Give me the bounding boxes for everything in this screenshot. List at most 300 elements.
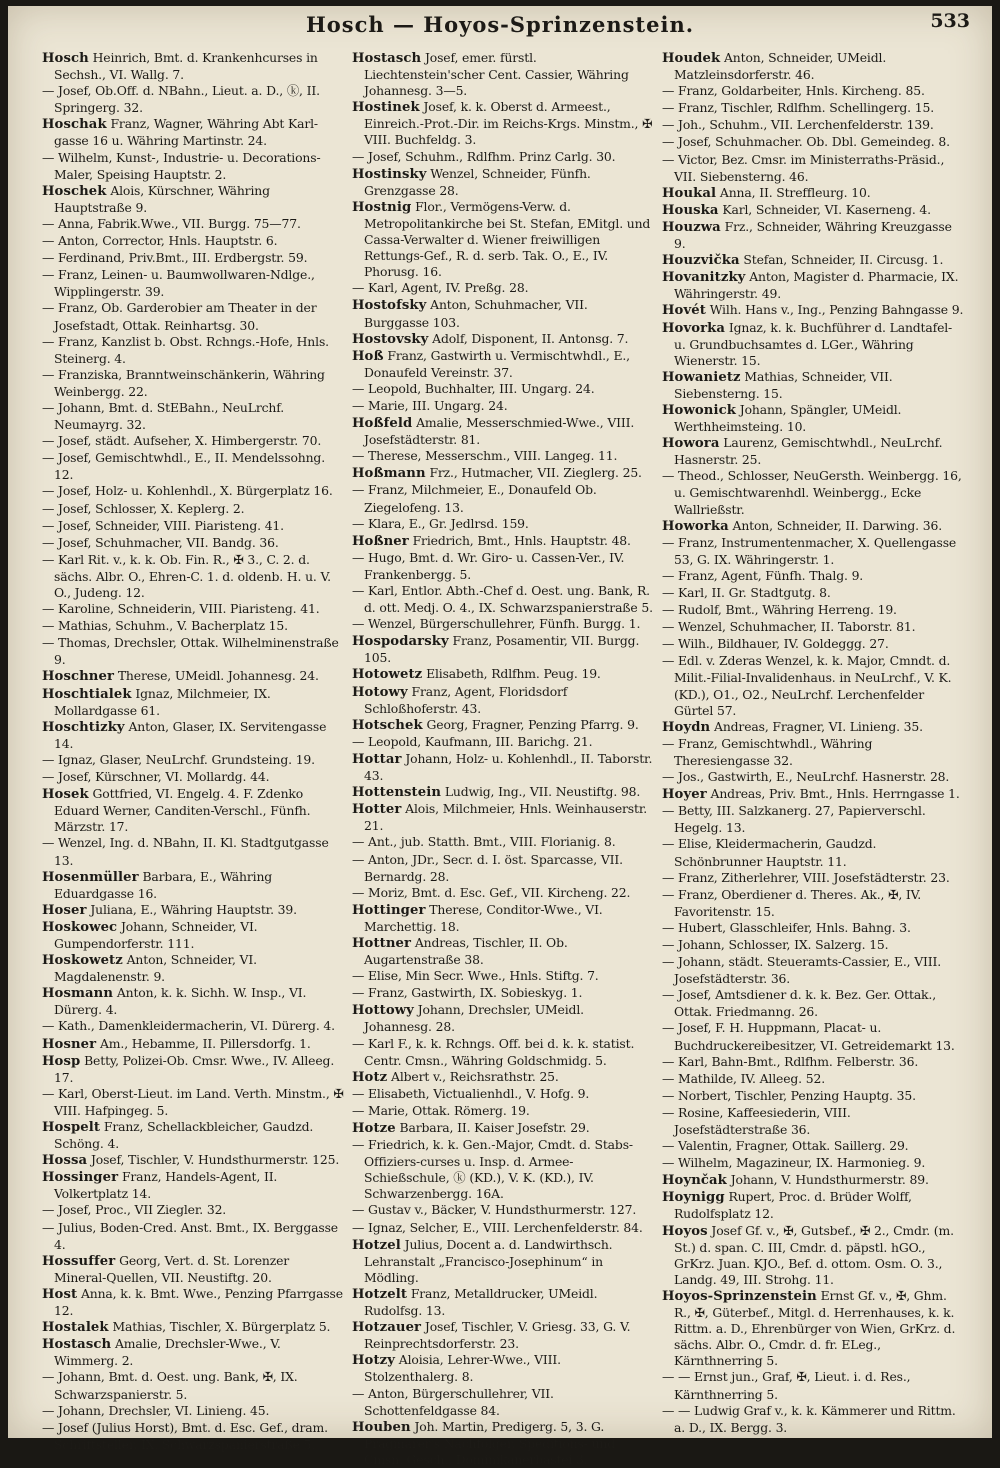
- directory-entry: [352, 1137, 654, 1202]
- entry-surname: Howora: [662, 436, 720, 452]
- directory-entry: [42, 1319, 344, 1336]
- entry-details: Albert v., Reichsrathstr. 25.: [387, 1068, 559, 1084]
- entry-surname: Hoschak: [42, 117, 107, 133]
- directory-entry: [662, 1138, 964, 1155]
- entry-details: Anton, Schuhmacher, VII. Burggasse 103.: [364, 297, 588, 330]
- entry-details: — Kath., Damenkleidermacherin, VI. Dürerg. 4.: [42, 1018, 335, 1034]
- entry-details: — Josef, Ob.Off. d. NBahn., Lieut. a. D., ⓚ, II. Springerg. 32.: [42, 83, 320, 116]
- entry-details: Karl, Schneider, VI. Kaserneng. 4.: [718, 201, 931, 217]
- directory-entry: [662, 653, 964, 718]
- entry-surname: Houzvička: [662, 253, 740, 269]
- directory-entry: [42, 501, 344, 518]
- entry-details: Johann, Drechsler, UMeidl. Johannesg. 28.: [364, 1002, 584, 1035]
- entry-details: — — Ernst jun., Graf, ✠, Lieut. i. d. Res., Kärnthnerring 5.: [662, 1369, 911, 1402]
- directory-entry: [42, 902, 344, 919]
- entry-surname: Hoyos-Sprinzenstein: [662, 1288, 817, 1304]
- entry-details: — Leopold, Kaufmann, III. Barichg. 21.: [352, 733, 593, 749]
- directory-entry: [662, 568, 964, 585]
- entry-details: Julius, Docent a. d. Landwirthsch. Lehranstalt „Francisco-Josephinum“ in Mödling.: [364, 1236, 613, 1285]
- entry-surname: Hoßner: [352, 533, 409, 549]
- entry-surname: Hoßfeld: [352, 416, 413, 432]
- entry-details: Ludwig, Ing., VII. Neustiftg. 98.: [441, 784, 641, 800]
- directory-entry: [662, 252, 964, 269]
- entry-surname: Hossinger: [42, 1170, 119, 1186]
- entry-surname: Hossuffer: [42, 1253, 116, 1269]
- entry-surname: Hotowetz: [352, 667, 423, 683]
- entry-details: — Wenzel, Bürgerschullehrer, Fünfh. Burgg. 1.: [352, 616, 641, 632]
- entry-details: Andreas, Fragner, VI. Linieng. 35.: [710, 718, 923, 734]
- entry-details: Alois, Milchmeier, Hnls. Weinhauserstr. 21.: [364, 801, 648, 834]
- directory-entry: [42, 919, 344, 952]
- entry-surname: Hottenstein: [352, 785, 442, 801]
- directory-entry: [662, 202, 964, 219]
- entry-surname: Hotz: [352, 1069, 388, 1085]
- directory-entry: [662, 887, 964, 920]
- entry-details: — Ant., jub. Statth. Bmt., VIII. Florianig. 8.: [352, 834, 616, 850]
- entry-details: Anton, Schneider, II. Darwing. 36.: [728, 517, 943, 533]
- entry-details: — Franz, Goldarbeiter, Hnls. Kircheng. 85.: [662, 83, 925, 99]
- directory-entry: [352, 331, 654, 348]
- entry-details: — Josef (Julius Horst), Bmt. d. Esc. Gef., dram. Schriftsteller, IX. Schwarzspanierstraße 5.: [42, 1419, 328, 1452]
- entry-details: — Franz, Zitherlehrer, VIII. Josefstädterstr. 23.: [662, 869, 950, 885]
- entry-details: — Valentin, Fragner, Ottak. Saillerg. 29.: [662, 1138, 909, 1154]
- entry-details: Johann, Spängler, UMeidl. Werthheimsteing. 10.: [674, 401, 902, 435]
- directory-entry: [662, 185, 964, 202]
- entry-surname: Hosp: [42, 1053, 81, 1069]
- entry-details: — Hubert, Glasschleifer, Hnls. Bahng. 3.: [662, 919, 911, 935]
- directory-entry: [42, 752, 344, 769]
- page-header: [8, 6, 992, 46]
- entry-details: — Joh., Schuhm., VII. Lerchenfelderstr. 139.: [662, 117, 934, 133]
- entry-details: — Franz, Agent, Fünfh. Thalg. 9.: [662, 567, 864, 583]
- directory-entry: [352, 533, 654, 550]
- entry-surname: Hotzelt: [352, 1286, 408, 1302]
- entry-surname: Hostovsky: [352, 331, 429, 347]
- directory-entry: [42, 535, 344, 552]
- directory-entry: [352, 297, 654, 330]
- entry-surname: Hossa: [42, 1153, 88, 1169]
- entry-surname: Host: [42, 1286, 78, 1302]
- entry-details: — Karl, Agent, IV. Preßg. 28.: [352, 280, 529, 296]
- entry-details: — Franz, Tischler, Rdlfhm. Schellingerg. 15.: [662, 100, 934, 116]
- directory-entry: [42, 267, 344, 300]
- entry-surname: Houzwa: [662, 219, 721, 235]
- directory-entry: [352, 448, 654, 465]
- entry-surname: Houben: [352, 1419, 411, 1435]
- directory-entry: [662, 1288, 964, 1369]
- directory-entry: [42, 835, 344, 868]
- entry-details: — Ignaz, Glaser, NeuLrchf. Grundsteing. 19.: [42, 751, 315, 767]
- directory-entry: [662, 585, 964, 602]
- directory-entry: [42, 686, 344, 719]
- directory-entry: [662, 369, 964, 402]
- directory-entry: [42, 719, 344, 752]
- directory-entry: [662, 1071, 964, 1088]
- entry-surname: Hotzy: [352, 1353, 395, 1369]
- directory-entry: [662, 518, 964, 535]
- entry-details: — Anton, Bürgerschullehrer, VII. Schottenfeldgasse 84.: [352, 1385, 554, 1418]
- entry-details: Josef, Tischler, V. Griesg. 33, G. V. Reinprechtsdorferstr. 23.: [364, 1319, 631, 1352]
- entry-details: — Victor, Bez. Cmsr. im Ministerraths-Präsid., VII. Siebensterng. 46.: [662, 151, 945, 184]
- directory-entry: [662, 803, 964, 836]
- entry-details: — Wilh., Bildhauer, IV. Goldeggg. 27.: [662, 636, 889, 652]
- entry-details: Mathias, Tischler, X. Bürgerplatz 5.: [108, 1319, 331, 1335]
- entry-details: — Wenzel, Schuhmacher, II. Taborstr. 81.: [662, 619, 916, 635]
- entry-details: Ignaz, k. k. Buchführer d. Landtafel- u. Grundbuchsamtes d. LGer., Währing Wienerstr. 15.: [674, 319, 953, 368]
- entry-details: — Josef, städt. Aufseher, X. Himbergerstr. 70.: [42, 433, 322, 449]
- entry-details: — Elise, Kleidermacherin, Gaudzd. Schönbrunner Hauptstr. 11.: [662, 836, 877, 869]
- entry-details: Andreas, Tischler, II. Ob. Augartenstraße 38.: [364, 934, 568, 968]
- directory-entry: [352, 348, 654, 381]
- entry-surname: Hoynčak: [662, 1173, 727, 1189]
- directory-entry: [352, 885, 654, 902]
- entry-details: — Marie, III. Ungarg. 24.: [352, 397, 508, 413]
- directory-entry: [352, 1086, 654, 1103]
- directory-entry: [42, 1119, 344, 1152]
- directory-entry: [42, 300, 344, 333]
- entry-surname: Hostasch: [352, 51, 422, 66]
- directory-entry: [42, 433, 344, 450]
- directory-entry: [352, 50, 654, 99]
- directory-entry: [662, 83, 964, 100]
- directory-entry: [42, 50, 344, 83]
- entry-details: — Karl F., k. k. Rchngs. Off. bei d. k. k. statist. Centr. Cmsn., Währing Goldschmidg. 5.: [352, 1035, 635, 1068]
- entry-details: Frz., Hutmacher, VII. Zieglerg. 25.: [425, 465, 642, 481]
- directory-entry: [352, 1120, 654, 1137]
- entry-details: — Elise, Min Secr. Wwe., Hnls. Stiftg. 7.: [352, 968, 599, 984]
- entry-surname: Houkal: [662, 185, 717, 201]
- entry-details: — Edl. v. Zderas Wenzel, k. k. Major, Cmndt. d. Milit.-Filial-Invalidenhaus. in NeuLrchf., V. K. (KD.), O1., O2., NeuLrchf. Lerchenfelder Gürtel 57.: [662, 653, 952, 718]
- directory-entry: [352, 381, 654, 398]
- directory-entry: [352, 751, 654, 784]
- entry-details: — Leopold, Buchhalter, III. Ungarg. 24.: [352, 380, 595, 396]
- entry-surname: Hostnig: [352, 199, 412, 215]
- directory-entry: [352, 834, 654, 851]
- directory-entry: [352, 902, 654, 935]
- entry-details: — Mathilde, IV. Alleeg. 52.: [662, 1070, 825, 1086]
- directory-entry: [42, 1036, 344, 1053]
- directory-entry: [662, 468, 964, 517]
- directory-entry: [42, 1053, 344, 1086]
- entry-details: — Wilhelm, Magazineur, IX. Harmonieg. 9.: [662, 1155, 926, 1171]
- entry-details: Mathias, Schneider, VII. Siebensterng. 15.: [674, 368, 893, 401]
- directory-entry: [42, 1253, 344, 1286]
- entry-details: Anton, Magister d. Pharmacie, IX. Währingerstr. 49.: [674, 269, 959, 302]
- entry-details: Johann, Schneider, VI. Gumpendorferstr. 111.: [54, 918, 258, 951]
- directory-entry: [352, 801, 654, 834]
- directory-entry: [352, 1419, 654, 1468]
- entry-details: — Hugo, Bmt. d. Wr. Giro- u. Cassen-Ver., IV. Frankenbergg. 5.: [352, 549, 625, 582]
- directory-entry: [662, 920, 964, 937]
- directory-entry: [352, 717, 654, 734]
- entry-details: — Marie, Ottak. Römerg. 19.: [352, 1102, 530, 1118]
- entry-surname: Hotschek: [352, 717, 423, 733]
- entry-details: — Franz, Oberdiener d. Theres. Ak., ✠, IV. Favoritenstr. 15.: [662, 886, 922, 919]
- directory-entry: [352, 1386, 654, 1419]
- directory-entry: [352, 852, 654, 885]
- entry-details: Franz, Agent, Floridsdorf Schloßhoferstr. 43.: [364, 683, 568, 716]
- directory-entry: [352, 550, 654, 583]
- entry-details: — Gustav v., Bäcker, V. Hundsthurmerstr. 127.: [352, 1202, 637, 1218]
- entry-details: — Josef, Amtsdiener d. k. k. Bez. Ger. Ottak., Ottak. Friedmanng. 26.: [662, 987, 936, 1020]
- entry-details: — — Ludwig Graf v., k. k. Kämmerer und Rittm. a. D., IX. Bergg. 3.: [662, 1402, 956, 1435]
- entry-details: — Josef, Gemischtwhdl., E., II. Mendelssohng. 12.: [42, 450, 325, 483]
- entry-details: — Franziska, Branntweinschänkerin, Währing Weinbergg. 22.: [42, 366, 325, 399]
- directory-entry: [662, 836, 964, 869]
- directory-entry: [42, 618, 344, 635]
- entry-details: Juliana, E., Währing Hauptstr. 39.: [86, 901, 297, 917]
- directory-entry: [662, 1054, 964, 1071]
- entry-details: — Therese, Messerschm., VIII. Langeg. 11.: [352, 448, 618, 464]
- directory-entry: [42, 1286, 344, 1319]
- entry-details: — Anton, JDr., Secr. d. I. öst. Sparcasse, VII. Bernardg. 28.: [352, 851, 623, 884]
- entry-surname: Hoskowetz: [42, 953, 123, 969]
- directory-entry: [662, 870, 964, 887]
- page-number: 533: [930, 10, 970, 32]
- entry-details: Therese, Conditor-Wwe., VI. Marchettig. 18.: [364, 901, 603, 934]
- directory-entry: [662, 1369, 964, 1402]
- entry-surname: Howonick: [662, 402, 736, 418]
- directory-entry: [352, 516, 654, 533]
- entry-surname: Hosmann: [42, 986, 114, 1002]
- entry-surname: Hosner: [42, 1036, 97, 1052]
- entry-details: — Anna, Fabrik.Wwe., VII. Burgg. 75—77.: [42, 215, 301, 231]
- entry-surname: Hoyer: [662, 787, 707, 803]
- directory-entry: [352, 1202, 654, 1219]
- directory-entry: [352, 734, 654, 751]
- entry-details: — Johann, Bmt. d. Oest. ung. Bank, ✠, IX. Schwarzspanierstr. 5.: [42, 1369, 298, 1402]
- directory-entry: [352, 1286, 654, 1319]
- entry-details: — Franz, Kanzlist b. Obst. Rchngs.-Hofe, Hnls. Steinerg. 4.: [42, 333, 329, 366]
- entry-details: Johann, Holz- u. Kohlenhdl., II. Taborstr. 43.: [364, 750, 653, 784]
- entry-surname: Howorka: [662, 518, 729, 534]
- entry-details: Flor., Vermögens-Verw. d. Metropolitankirche bei St. Stefan, EMitgl. und Cassa-Verwalter d. Wiener freiwilligen Rettungs-Gef., R. d. serb. Tak. O., E., IV. Phorusg. 16.: [364, 198, 651, 280]
- entry-details: — Karl, Oberst-Lieut. im Land. Verth. Minstm., ✠ VIII. Hafpingeg. 5.: [42, 1085, 344, 1118]
- entry-details: Barbara, E., Währing Eduardgasse 16.: [54, 868, 273, 901]
- directory-entry: [42, 233, 344, 250]
- entry-details: Elisabeth, Rdlfhm. Peug. 19.: [422, 666, 601, 682]
- entry-details: Wilh. Hans v., Ing., Penzing Bahngasse 9.: [705, 302, 964, 318]
- directory-entry: [42, 869, 344, 902]
- entry-details: — Norbert, Tischler, Penzing Hauptg. 35.: [662, 1087, 916, 1103]
- entry-details: Georg, Fragner, Penzing Pfarrg. 9.: [422, 716, 639, 732]
- entry-details: Anton, Glaser, IX. Servitengasse 14.: [54, 718, 327, 751]
- directory-columns: [42, 50, 964, 1467]
- entry-details: — Karl, II. Gr. Stadtgutg. 8.: [662, 585, 831, 600]
- directory-entry: [352, 968, 654, 985]
- directory-entry: [662, 1088, 964, 1105]
- entry-surname: Howanietz: [662, 369, 741, 385]
- entry-details: Wenzel, Schneider, Fünfh. Grenzgasse 28.: [364, 165, 591, 198]
- directory-entry: [42, 367, 344, 400]
- entry-details: Franz, Schellackbleicher, Gaudzd. Schöng. 4.: [54, 1119, 314, 1152]
- entry-details: — Thomas, Drechsler, Ottak. Wilhelminenstraße 9.: [42, 635, 339, 668]
- entry-surname: Hoschtizky: [42, 719, 125, 735]
- entry-details: — Rudolf, Bmt., Währing Herreng. 19.: [662, 602, 897, 618]
- directory-entry: [42, 334, 344, 367]
- directory-entry: [662, 134, 964, 151]
- entry-surname: Hostinek: [352, 100, 420, 116]
- entry-details: — Josef, Schuhmacher, VII. Bandg. 36.: [42, 534, 279, 550]
- entry-details: Anton, Schneider, VI. Magdalenenstr. 9.: [54, 952, 257, 985]
- directory-entry: [662, 1172, 964, 1189]
- directory-entry: [662, 219, 964, 252]
- directory-entry: [662, 402, 964, 435]
- directory-entry: [42, 450, 344, 483]
- directory-entry: [662, 535, 964, 568]
- directory-entry: [662, 719, 964, 736]
- entry-surname: Houdek: [662, 51, 721, 66]
- directory-page: [8, 6, 992, 1467]
- entry-details: — Rosine, Kaffeesiederin, VIII. Josefstädterstraße 36.: [662, 1104, 851, 1137]
- entry-details: — Franz, Instrumentenmacher, X. Quellengasse 53, G. IX. Währingerstr. 1.: [662, 534, 957, 567]
- entry-details: Johann, V. Hundsthurmerstr. 89.: [726, 1172, 929, 1188]
- entry-surname: Hoschtialek: [42, 686, 132, 702]
- entry-details: — Josef, Kürschner, VI. Mollardg. 44.: [42, 769, 270, 785]
- entry-details: Barbara, II. Kaiser Josefstr. 29.: [395, 1120, 590, 1135]
- entry-surname: Hoskowec: [42, 919, 118, 935]
- entry-details: — Moriz, Bmt. d. Esc. Gef., VII. Kircheng. 22.: [352, 884, 631, 900]
- entry-details: Amalie, Drechsler-Wwe., V. Wimmerg. 2.: [54, 1336, 281, 1369]
- entry-surname: Hotze: [352, 1121, 396, 1136]
- directory-entry: [42, 1202, 344, 1219]
- entry-details: Josef, emer. fürstl. Liechtenstein'scher Cent. Cassier, Währing Johannesg. 3—5.: [364, 50, 629, 99]
- entry-details: — Josef, Schlosser, X. Keplerg. 2.: [42, 500, 245, 516]
- entry-details: Frz., Schneider, Währing Kreuzgasse 9.: [674, 218, 952, 252]
- entry-surname: Hoser: [42, 902, 87, 918]
- directory-entry: [42, 635, 344, 668]
- entry-details: Stefan, Schneider, II. Circusg. 1.: [739, 252, 944, 268]
- directory-entry: [42, 1086, 344, 1119]
- entry-details: Gottfried, VI. Engelg. 4. F. Zdenko Eduard Werner, Canditen-Verschl., Fünfh. Märzstr. 17.: [54, 786, 311, 835]
- entry-surname: Hottinger: [352, 902, 426, 918]
- directory-entry: [42, 1336, 344, 1369]
- column-left: [42, 50, 344, 1452]
- directory-entry: [352, 1002, 654, 1035]
- directory-entry: [352, 99, 654, 148]
- directory-entry: [662, 50, 964, 83]
- entry-surname: Hovorka: [662, 320, 726, 336]
- entry-surname: Hoß: [352, 348, 384, 364]
- directory-entry: [42, 183, 344, 216]
- entry-details: — Karl, Entlor. Abth.-Chef d. Oest. ung. Bank, R. d. ott. Medj. O. 4., IX. Schwarzspanierstraße 5.: [352, 583, 653, 616]
- entry-surname: Hovét: [662, 303, 706, 319]
- directory-entry: [352, 1319, 654, 1352]
- entry-surname: Hottowy: [352, 1003, 414, 1019]
- directory-entry: [42, 552, 344, 601]
- entry-details: — Jos., Gastwirth, E., NeuLrchf. Hasnerstr. 28.: [662, 769, 950, 785]
- entry-details: Anton, Schneider, UMeidl. Matzleinsdorferstr. 46.: [674, 50, 887, 83]
- directory-entry: [42, 786, 344, 835]
- directory-entry: [352, 166, 654, 199]
- directory-entry: [352, 1103, 654, 1120]
- entry-details: Josef Gf. v., ✠, Gutsbef., ✠ 2., Cmdr. (m. St.) d. span. C. III, Cmdr. d. päpstl. hGO., GrKrz. Juan. KJO., Bef. d. ottom. Osm. O. 3., Landg. 49, III. Strohg. 11.: [674, 1222, 954, 1287]
- entry-details: Heinrich, Bmt. d. Krankenhcurses in Sechsh., VI. Wallg. 7.: [54, 50, 318, 83]
- directory-entry: [42, 1018, 344, 1035]
- directory-entry: [662, 1189, 964, 1222]
- entry-details: Josef, k. k. Oberst d. Armeest., Einreich.-Prot.-Dir. im Reichs-Krgs. Minstm., ✠ VIII. Buchfeldg. 3.: [364, 99, 653, 148]
- entry-details: Andreas, Priv. Bmt., Hnls. Herrngasse 1.: [706, 786, 960, 802]
- entry-details: Ernst Gf. v., ✠, Ghm. R., ✠, Güterbef., Mitgl. d. Herrenhauses, k. k. Rittm. a. D., Ehrenbürger von Wien, GrKrz. d. sächs. Albr. O., Cmdr. d. fr. ELeg., Kärnthnerring 5.: [674, 1287, 956, 1369]
- directory-entry: [42, 250, 344, 267]
- entry-details: — Ferdinand, Priv.Bmt., III. Erdbergstr. 59.: [42, 250, 308, 266]
- directory-entry: [662, 302, 964, 319]
- entry-details: — Wilhelm, Kunst-, Industrie- u. Decorations-Maler, Speising Hauptstr. 2.: [42, 149, 321, 182]
- entry-surname: Hospelt: [42, 1120, 101, 1135]
- directory-entry: [662, 786, 964, 803]
- directory-entry: [42, 1420, 344, 1453]
- directory-entry: [352, 482, 654, 515]
- entry-details: Georg, Vert. d. St. Lorenzer Mineral-Quellen, VII. Neustiftg. 20.: [54, 1252, 290, 1285]
- entry-details: — Franz, Ob. Garderobier am Theater in der Josefstadt, Ottak. Reinhartsg. 30.: [42, 300, 317, 333]
- directory-entry: [42, 1169, 344, 1202]
- entry-details: — Johann, Schlosser, IX. Salzerg. 15.: [662, 936, 889, 952]
- directory-entry: [352, 985, 654, 1002]
- directory-entry: [662, 1223, 964, 1288]
- entry-details: — Betty, III. Salzkanerg. 27, Papierverschl. Hegelg. 13.: [662, 803, 926, 836]
- entry-surname: Hosek: [42, 787, 89, 803]
- directory-entry: [662, 636, 964, 653]
- directory-entry: [352, 784, 654, 801]
- entry-details: Friedrich, Bmt., Hnls. Hauptstr. 48.: [408, 532, 631, 548]
- entry-details: Am., Hebamme, II. Pillersdorfg. 1.: [96, 1035, 311, 1051]
- directory-entry: [42, 518, 344, 535]
- entry-details: — Josef, Schuhm., Rdlfhm. Prinz Carlg. 30.: [352, 148, 616, 164]
- entry-surname: Hotzel: [352, 1237, 401, 1253]
- entry-surname: Hotzauer: [352, 1320, 422, 1336]
- directory-entry: [352, 616, 654, 633]
- directory-entry: [352, 1237, 654, 1286]
- directory-entry: [662, 954, 964, 987]
- entry-details: — Franz, Gastwirth, IX. Sobieskyg. 1.: [352, 985, 583, 1001]
- directory-entry: [662, 320, 964, 369]
- directory-entry: [42, 400, 344, 433]
- entry-details: — Franz, Gemischtwhdl., Währing Theresiengasse 32.: [662, 735, 873, 768]
- directory-entry: [42, 985, 344, 1018]
- entry-details: — Friedrich, k. k. Gen.-Major, Cmdt. d. Stabs-Offiziers-curses u. Insp. d. Armee-Schießschule, ⓚ (KD.), V. K. (KD.), IV. Schwarzenbergg. 16A.: [352, 1137, 633, 1202]
- entry-details: — Theod., Schlosser, NeuGersth. Weinbergg. 16, u. Gemischtwarenhdl. Weinbergg., Ecke Wallrießstr.: [662, 468, 962, 517]
- entry-details: Franz, Metalldrucker, UMeidl. Rudolfsg. 13.: [364, 1285, 598, 1319]
- entry-surname: Hottar: [352, 751, 402, 767]
- entry-details: — Klara, E., Gr. Jedlrsd. 159.: [352, 515, 529, 531]
- entry-surname: Hostofsky: [352, 298, 427, 314]
- entry-details: Franz, Wagner, Währing Abt Karl-gasse 16 u. Währing Martinstr. 24.: [54, 116, 318, 149]
- entry-details: — Karl Rit. v., k. k. Ob. Fin. R., ✠ 3., C. 2. d. sächs. Albr. O., Ehren-C. 1. d. oldenb. H. u. V. O., Judeng. 12.: [42, 551, 331, 600]
- entry-details: — Johann, Drechsler, VI. Linieng. 45.: [42, 1402, 270, 1418]
- entry-details: Rupert, Proc. d. Brüder Wolff, Rudolfsplatz 12.: [674, 1189, 912, 1222]
- directory-entry: [662, 100, 964, 117]
- directory-entry: [352, 935, 654, 968]
- entry-details: — Josef, F. H. Huppmann, Placat- u. Buchdruckereibesitzer, VI. Getreidemarkt 13.: [662, 1020, 955, 1053]
- entry-details: Anton, k. k. Sichh. W. Insp., VI. Dürerg. 4.: [54, 985, 307, 1018]
- entry-details: — Karl, Bahn-Bmt., Rdlfhm. Felberstr. 36.: [662, 1053, 919, 1069]
- entry-surname: Hostasch: [42, 1337, 112, 1353]
- directory-entry: [42, 83, 344, 116]
- directory-entry: [662, 435, 964, 468]
- directory-entry: [42, 769, 344, 786]
- column-right: [662, 50, 964, 1435]
- entry-details: — Johann, städt. Steueramts-Cassier, E., VIII. Josefstädterstr. 36.: [662, 954, 942, 987]
- directory-entry: [352, 465, 654, 482]
- directory-entry: [42, 1152, 344, 1169]
- entry-details: Betty, Polizei-Ob. Cmsr. Wwe., IV. Alleeg. 17.: [54, 1052, 335, 1085]
- directory-entry: [42, 601, 344, 618]
- entry-details: Adolf, Disponent, II. Antonsg. 7.: [428, 330, 629, 346]
- directory-entry: [42, 483, 344, 500]
- entry-surname: Hoschner: [42, 669, 115, 685]
- directory-entry: [42, 1220, 344, 1253]
- entry-details: Joh. Martin, Predigerg. 5, 3. G. Pragmarer's Nachfolger, Speditions- und Cmsn. Gesch., Dominikanerbastei 3.: [364, 1418, 616, 1467]
